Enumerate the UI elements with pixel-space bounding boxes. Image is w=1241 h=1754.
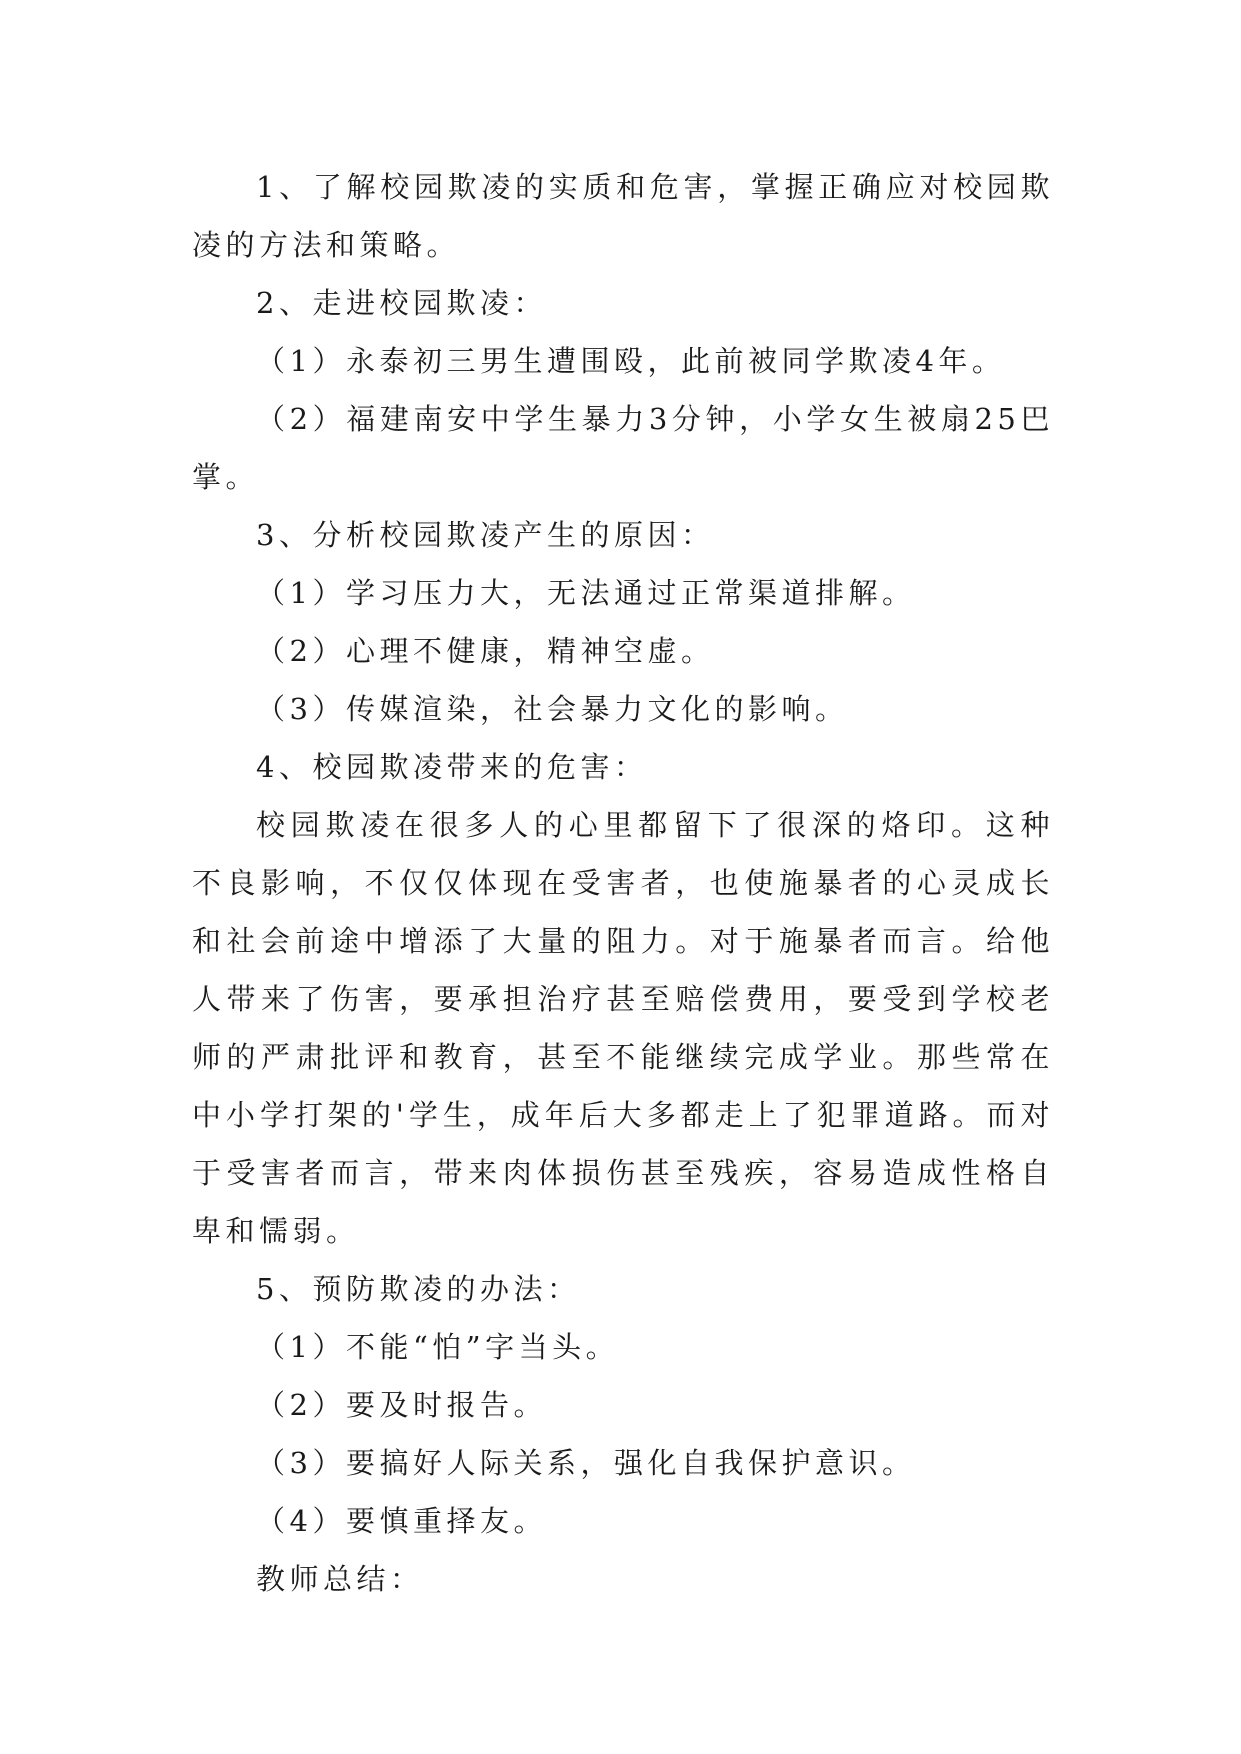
section-heading-prevention: 5、预防欺凌的办法： [256, 1272, 581, 1306]
objective-paragraph: 1、了解校园欺凌的实质和危害，掌握正确应对校园欺凌的方法和策略。 [192, 170, 1054, 262]
case-item-1: （1）永泰初三男生遭围殴，此前被同学欺凌4年。 [256, 344, 1006, 378]
prevention-item-2: （2）要及时报告。 [256, 1388, 547, 1422]
case-item-2: （2）福建南安中学生暴力3分钟，小学女生被扇25巴掌。 [192, 402, 1054, 494]
cause-item-3: （3）传媒渲染，社会暴力文化的影响。 [256, 692, 849, 726]
section-heading-harms: 4、校园欺凌带来的危害： [256, 750, 648, 784]
teacher-summary-heading: 教师总结： [256, 1562, 424, 1596]
cause-item-2: （2）心理不健康，精神空虚。 [256, 634, 715, 668]
harms-paragraph: 校园欺凌在很多人的心里都留下了很深的烙印。这种不良影响，不仅仅体现在受害者，也使施暴者的心灵成长和社会前途中增添了大量的阻力。对于施暴者而言。给他人带来了伤害，要承担治疗甚至赔偿费用，要受到学校老师的严肃批评和教育，甚至不能继续完成学业。那些常在中小学打架的'学生，成年后大多都走上了犯罪道路。而对于受害者而言，带来肉体损伤甚至残疾，容易造成性格自卑和懦弱。 [192, 808, 1054, 1248]
prevention-item-3: （3）要搞好人际关系，强化自我保护意识。 [256, 1446, 916, 1480]
section-heading-causes: 3、分析校园欺凌产生的原因： [256, 518, 715, 552]
prevention-item-4: （4）要慎重择友。 [256, 1504, 547, 1538]
document-body [192, 158, 1054, 1608]
cause-item-1: （1）学习压力大，无法通过正常渠道排解。 [256, 576, 916, 610]
section-heading-approach-bullying: 2、走进校园欺凌： [256, 286, 547, 320]
prevention-item-1: （1）不能“怕”字当头。 [256, 1330, 620, 1364]
